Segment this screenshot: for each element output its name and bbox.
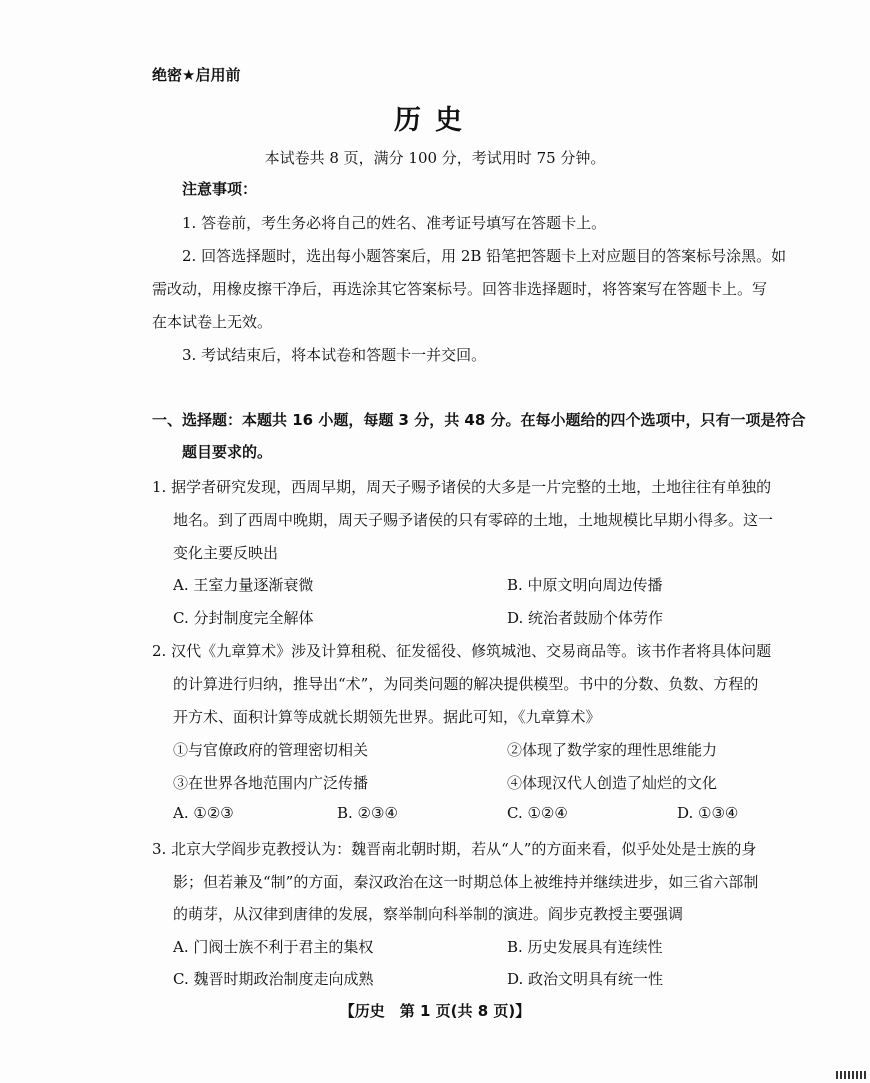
option-a: A. ①②③ [173,804,234,822]
question-text: 1. 据学者研究发现，西周早期，周天子赐予诸侯的大多是一片完整的土地，土地往往有单独的 [152,478,772,496]
question-text: 变化主要反映出 [173,544,279,562]
option-b: B. 历史发展具有连续性 [507,938,663,956]
notice-line: 在本试卷上无效。 [152,313,273,331]
notice-heading: 注意事项： [182,180,258,198]
page-footer: 【历史 第 1 页(共 8 页)】 [339,1002,531,1020]
option-b: B. ②③④ [337,804,398,822]
confidential-label: 绝密★启用前 [152,66,241,84]
page-title: 历史 [394,105,476,136]
section-heading: 一、选择题：本题共 16 小题，每题 3 分，共 48 分。在每小题给的四个选项中，只有一项是符合 [152,411,806,429]
statement-4: ④体现汉代人创造了灿烂的文化 [507,774,718,792]
section-heading-cont: 题目要求的。 [182,443,273,461]
option-c: C. 分封制度完全解体 [173,609,314,627]
option-a: A. 王室力量逐渐衰微 [173,576,314,594]
notice-line: 1. 答卷前，考生务必将自己的姓名、准考证号填写在答题卡上。 [182,214,607,232]
statement-1: ①与官僚政府的管理密切相关 [173,741,369,759]
notice-line: 2. 回答选择题时，选出每小题答案后，用 2B 铅笔把答题卡上对应题目的答案标号涂黑。如 [182,247,787,265]
question-text: 影；但若兼及“制”的方面，秦汉政治在这一时期总体上被维持并继续进步，如三省六部制 [173,873,759,891]
option-b: B. 中原文明向周边传播 [507,576,663,594]
option-a: A. 门阀士族不利于君主的集权 [173,938,374,956]
option-d: D. ①③④ [677,804,739,822]
exam-info: 本试卷共 8 页，满分 100 分，考试用时 75 分钟。 [264,149,606,167]
notice-line: 需改动，用橡皮擦干净后，再选涂其它答案标号。回答非选择题时，将答案写在答题卡上。写 [152,280,768,298]
option-d: D. 政治文明具有统一性 [507,970,664,988]
option-c: C. ①②④ [507,804,568,822]
option-d: D. 统治者鼓励个体劳作 [507,609,664,627]
notice-line: 3. 考试结束后，将本试卷和答题卡一并交回。 [182,346,487,364]
option-c: C. 魏晋时期政治制度走向成熟 [173,970,374,988]
statement-2: ②体现了数学家的理性思维能力 [507,741,718,759]
question-text: 的计算进行归纳，推导出“术”，为同类问题的解决提供模型。书中的分数、负数、方程的 [173,675,759,693]
scan-barcode-mark [836,1071,866,1079]
statement-3: ③在世界各地范围内广泛传播 [173,774,369,792]
question-text: 3. 北京大学阎步克教授认为：魏晋南北朝时期，若从“人”的方面来看，似乎处处是士族的身 [152,840,757,858]
question-text: 地名。到了西周中晚期，周天子赐予诸侯的只有零碎的土地，土地规模比早期小得多。这一 [173,511,774,529]
question-text: 2. 汉代《九章算术》涉及计算租税、征发徭役、修筑城池、交易商品等。该书作者将具体问题 [152,642,772,660]
question-text: 的萌芽，从汉律到唐律的发展，察举制向科举制的演进。阎步克教授主要强调 [173,905,684,923]
question-text: 开方术、面积计算等成就长期领先世界。据此可知，《九章算术》 [173,708,601,726]
